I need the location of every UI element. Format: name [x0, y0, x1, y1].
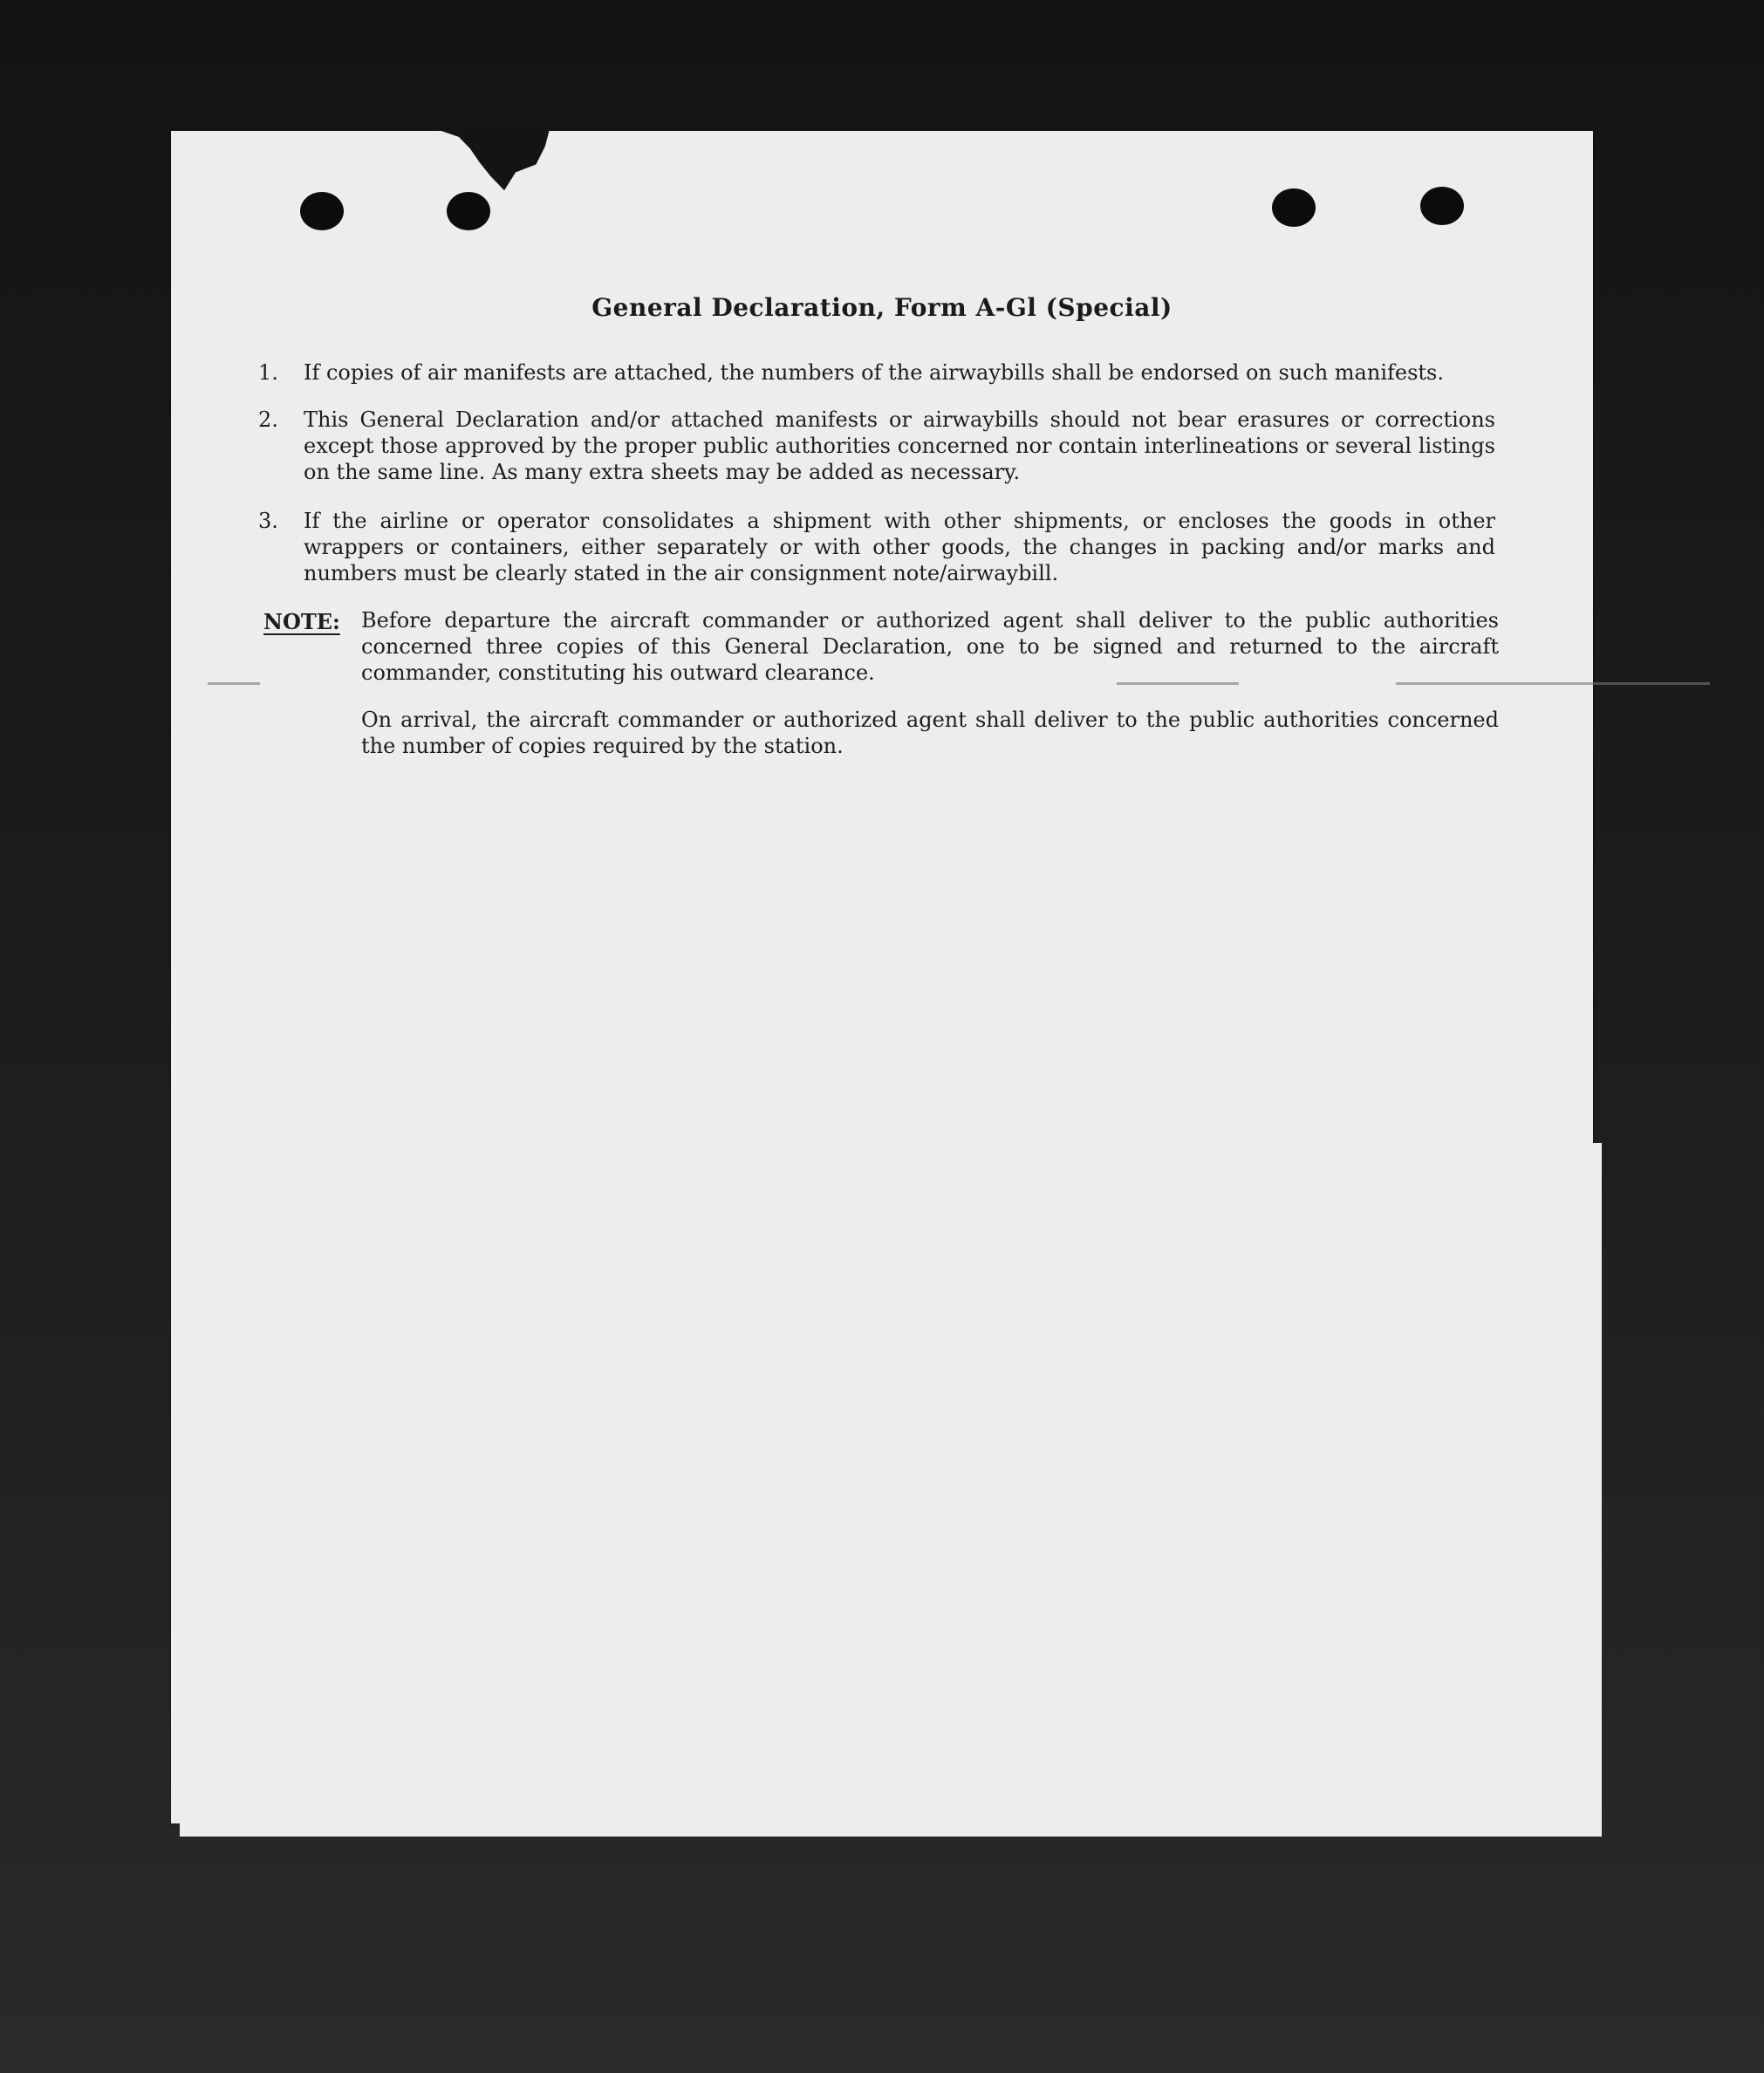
item-number: 1. — [258, 360, 278, 385]
punch-hole — [1420, 187, 1464, 225]
punch-hole — [1272, 188, 1316, 227]
item-text: If the airline or operator consolidates a shipment with other shipments, or encloses the goods in other wrappers or containers, either separately or with other goods, the changes in packing and/or marks and numbers must be clearly stated in the air consignment note/airwaybill. — [304, 509, 1495, 585]
item-text: If copies of air manifests are attached, the numbers of the airwaybills shall be endorsed on such manifests. — [304, 360, 1444, 385]
item-number: 3. — [258, 509, 278, 533]
punch-hole — [300, 192, 344, 230]
note-paragraph: On arrival, the aircraft commander or authorized agent shall deliver to the public authorities concerned the number of copies required by the station. — [361, 708, 1499, 758]
paper-sheet — [171, 131, 1593, 1823]
paper-sheet-lower — [180, 1143, 1602, 1837]
document-title: General Declaration, Form A-Gl (Special) — [591, 293, 1173, 322]
punch-hole — [447, 192, 490, 230]
scan-artifact — [1117, 682, 1239, 685]
scan-artifact — [1396, 682, 1710, 685]
scan-artifact — [208, 682, 260, 685]
item-text: This General Declaration and/or attached manifests or airwaybills should not bear erasures or corrections except those approved by the proper public authorities concerned nor contain interlineations or several listings on the same line. As many extra sheets may be added as necessary. — [304, 407, 1495, 484]
note-paragraph: Before departure the aircraft commander or authorized agent shall deliver to the public authorities concerned three copies of this General Declaration, one to be signed and returned to the aircraft commander, constituting his outward clearance. — [361, 608, 1499, 685]
item-number: 2. — [258, 407, 278, 432]
note-label: NOTE: — [263, 609, 340, 634]
